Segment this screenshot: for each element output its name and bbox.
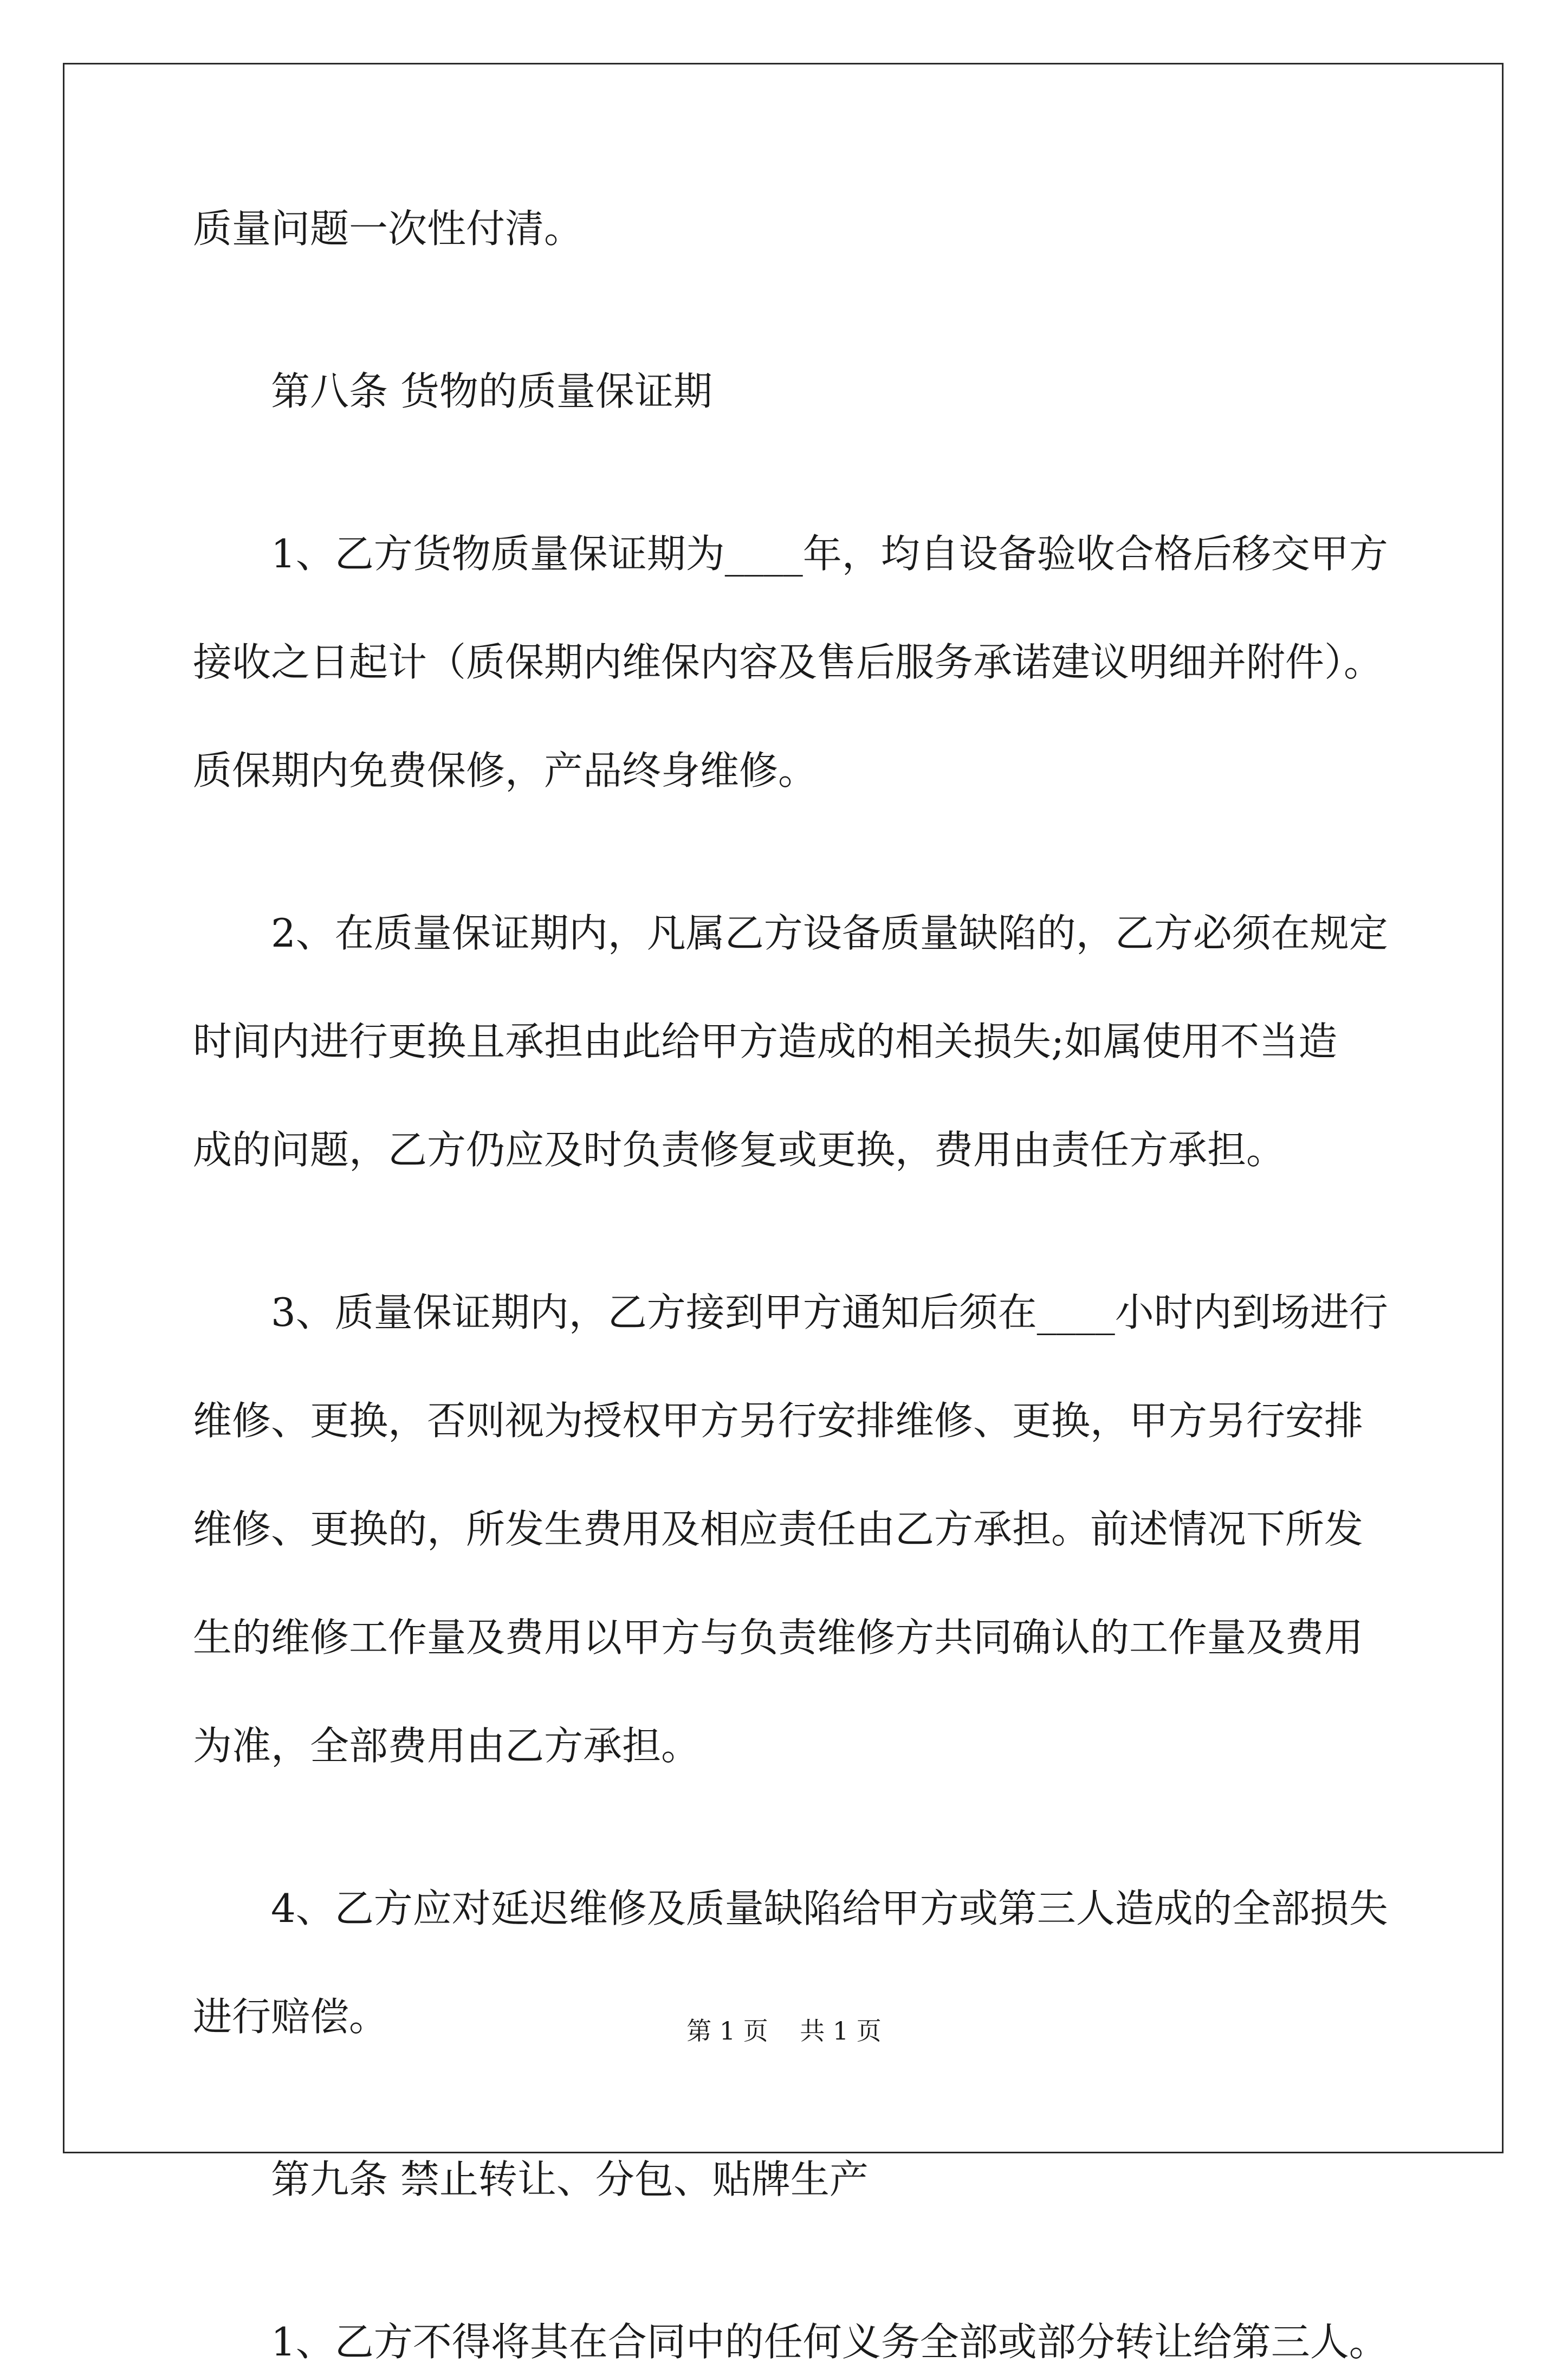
paragraph-continuation	[193, 202, 1385, 256]
article-8-heading	[193, 364, 1385, 418]
text-line: 质量问题一次性付清。	[193, 206, 584, 251]
article-9-heading	[193, 2152, 1385, 2206]
text-line: 质保期内免费保修，产品终身维修。	[193, 748, 818, 793]
text-line: 第九条 禁止转让、分包、贴牌生产	[271, 2157, 869, 2202]
text-line: 成的问题，乙方仍应及时负责修复或更换，费用由责任方承担。	[193, 1127, 1286, 1173]
text-line: 4、乙方应对延迟维修及质量缺陷给甲方或第三人造成的全部损失	[271, 1886, 1388, 1931]
text-line: 接收之日起计（质保期内维保内容及售后服务承诺建议明细并附件）。	[193, 639, 1383, 685]
text-line: 2、在质量保证期内，凡属乙方设备质量缺陷的，乙方必须在规定	[271, 910, 1388, 956]
article-8-clause-2	[193, 906, 1388, 1177]
article-9-clause-1	[193, 2315, 1388, 2369]
text-line: 为准，全部费用由乙方承担。	[193, 1723, 701, 1769]
text-line: 生的维修工作量及费用以甲方与负责维修方共同确认的工作量及费用	[193, 1615, 1364, 1660]
text-line: 维修、更换，否则视为授权甲方另行安排维修、更换，甲方另行安排	[193, 1398, 1364, 1444]
text-line: 1、乙方货物质量保证期为____年，均自设备验收合格后移交甲方	[271, 531, 1388, 577]
text-line: 1、乙方不得将其在合同中的任何义务全部或部分转让给第三人。	[271, 2319, 1388, 2365]
text-line: 第八条 货物的质量保证期	[271, 368, 712, 414]
page-number-footer: 第 1 页 共 1 页	[686, 2016, 882, 2046]
text-line: 进行赔偿。	[193, 1994, 388, 2040]
article-8-clause-1	[193, 527, 1388, 798]
text-line: 3、质量保证期内，乙方接到甲方通知后须在____小时内到场进行	[271, 1290, 1388, 1335]
text-line: 时间内进行更换且承担由此给甲方造成的相关损失;如属使用不当造	[193, 1019, 1338, 1064]
article-8-clause-3	[193, 1285, 1388, 1773]
text-line: 维修、更换的，所发生费用及相应责任由乙方承担。前述情况下所发	[193, 1506, 1364, 1552]
